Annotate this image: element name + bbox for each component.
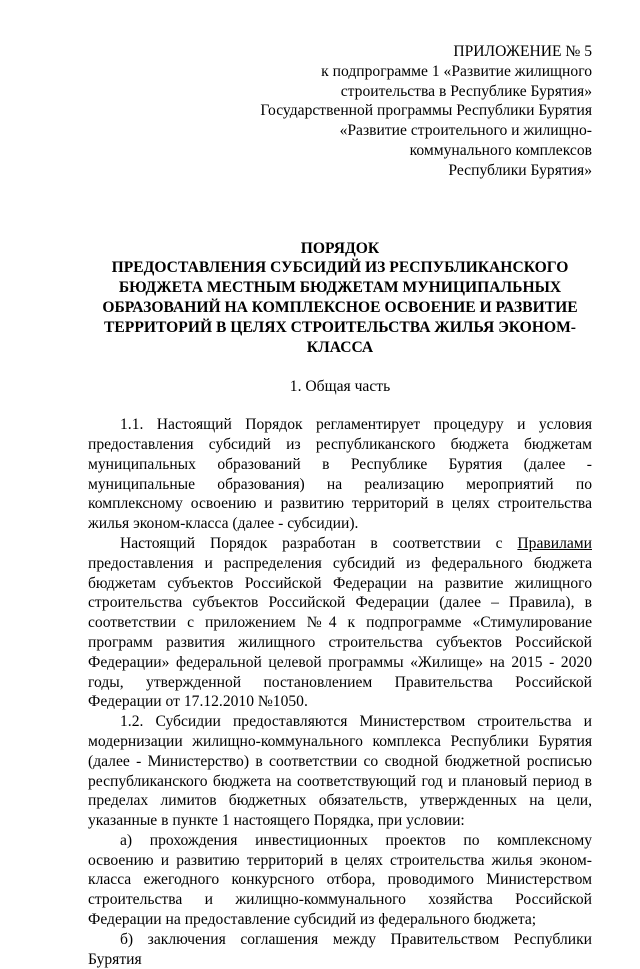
- section-heading: 1. Общая часть: [289, 378, 391, 396]
- paragraph-text: Настоящий Порядок разработан в соответствии с: [120, 534, 518, 552]
- appendix-line: «Развитие строительного и жилищно-: [339, 122, 592, 140]
- paragraph-text: предоставления и распределения субсидий из федерального бюджета бюджетам субъектов Российской Федерации на развитие жилищного строительства субъектов Российской Федерации (далее – Правила), в соответствии с приложением №4 к подпрограмме «Стимулирование программ развития жилищного строительства субъектов Российской Федерации» федеральной целевой программы «Жилище» на 2015 - 2020 годы, утвержденной постановлением Правительства Российской Федерации от 17.12.2010 №1050.: [88, 554, 592, 711]
- appendix-line: строительства в Республике Бурятия»: [340, 82, 592, 100]
- title-line: ТЕРРИТОРИЙ В ЦЕЛЯХ СТРОИТЕЛЬСТВА ЖИЛЬЯ ЭКОНОМ-: [104, 318, 576, 336]
- rules-link[interactable]: Правилами: [517, 534, 592, 552]
- appendix-line: Республики Бурятия»: [448, 161, 592, 179]
- appendix-line: Государственной программы Республики Бурятия: [260, 102, 592, 120]
- paragraph-basis: [88, 534, 592, 712]
- document-title: [88, 239, 592, 358]
- title-line: КЛАССА: [306, 338, 374, 356]
- condition-a: а) прохождения инвестиционных проектов по комплексному освоению и развитию территорий в целях строительства жилья эконом-класса ежегодного конкурсного отбора, проводимого Министерством строительства и жилищно-коммунального хозяйства Российской Федерации на предоставление субсидий из федерального бюджета;: [88, 831, 592, 929]
- title-line: ПРЕДОСТАВЛЕНИЯ СУБСИДИЙ ИЗ РЕСПУБЛИКАНСКОГО: [111, 259, 569, 277]
- title-line: БЮДЖЕТА МЕСТНЫМ БЮДЖЕТАМ МУНИЦИПАЛЬНЫХ: [118, 279, 562, 297]
- appendix-line: коммунального комплексов: [409, 141, 592, 159]
- appendix-number: ПРИЛОЖЕНИЕ № 5: [453, 43, 592, 60]
- title-line: ОБРАЗОВАНИЙ НА КОМПЛЕКСНОЕ ОСВОЕНИЕ И РАЗВИТИЕ: [102, 298, 578, 316]
- appendix-line: к подпрограмме 1 «Развитие жилищного: [321, 62, 592, 80]
- paragraph-1-2: 1.2. Субсидии предоставляются Министерством строительства и модернизации жилищно-коммунального комплекса Республики Бурятия (далее - Министерство) в соответствии со сводной бюджетной росписью республиканского бюджета на соответствующий год и плановый период в пределах лимитов бюджетных обязательств, утвержденных на цели, указанные в пункте 1 настоящего Порядка, при условии:: [88, 713, 592, 830]
- appendix-header: [88, 42, 592, 181]
- paragraph-1-1: 1.1. Настоящий Порядок регламентирует процедуру и условия предоставления субсидий из республиканского бюджета бюджетам муниципальных образований в Республике Бурятия (далее - муниципальные образования) на реализацию мероприятий по комплексному освоению и развитию территорий в целях строительства жилья эконом-класса (далее - субсидии).: [88, 416, 592, 533]
- condition-b: б) заключения соглашения между Правительством Республики Бурятия: [88, 930, 592, 968]
- title-line: ПОРЯДОК: [300, 239, 380, 257]
